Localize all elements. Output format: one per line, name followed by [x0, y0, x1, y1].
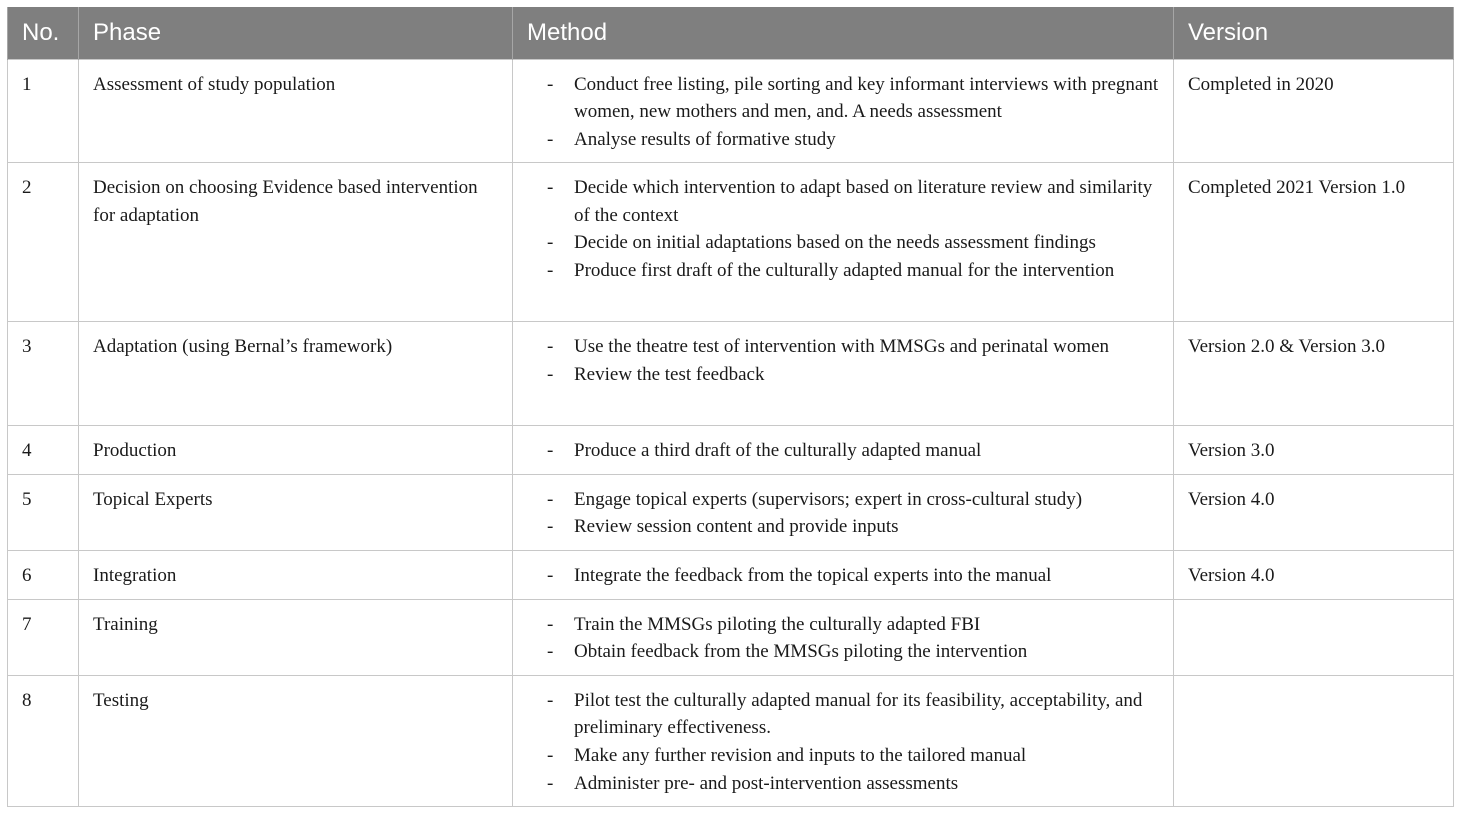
method-list	[527, 611, 1159, 666]
method-text: Decide which intervention to adapt based on literature review and similarity of the context	[574, 177, 1153, 226]
bullet-dash: -	[547, 73, 554, 95]
version-cell: Version 2.0 & Version 3.0	[1174, 322, 1454, 426]
bullet-dash: -	[547, 232, 554, 254]
method-item	[527, 611, 1159, 639]
bullet-dash: -	[547, 565, 554, 587]
row-number: 5	[8, 474, 79, 550]
bullet-dash: -	[547, 689, 554, 711]
phase-cell: Testing	[79, 675, 513, 806]
method-item	[527, 361, 1159, 389]
bullet-dash: -	[547, 177, 554, 199]
row-number: 1	[8, 59, 79, 163]
method-item	[527, 742, 1159, 770]
method-text: Use the theatre test of intervention with MMSGs and perinatal women	[574, 336, 1110, 358]
version-cell	[1174, 599, 1454, 675]
method-item	[527, 174, 1159, 229]
method-item	[527, 126, 1159, 154]
row-number: 7	[8, 599, 79, 675]
table-row	[8, 551, 1454, 600]
phase-cell: Integration	[79, 551, 513, 600]
method-item	[527, 486, 1159, 514]
method-cell	[513, 322, 1174, 426]
table-row	[8, 322, 1454, 426]
method-text: Analyse results of formative study	[574, 128, 836, 150]
method-text: Produce a third draft of the culturally adapted manual	[574, 440, 982, 462]
method-text: Pilot test the culturally adapted manual for its feasibility, acceptability, and preliminary effectiveness.	[574, 689, 1143, 739]
method-cell	[513, 474, 1174, 550]
method-text: Produce first draft of the culturally adapted manual for the intervention	[574, 260, 1115, 282]
method-text: Make any further revision and inputs to the tailored manual	[574, 745, 1027, 767]
method-text: Review session content and provide inputs	[574, 516, 899, 538]
version-cell	[1174, 675, 1454, 806]
table-row	[8, 675, 1454, 806]
row-number: 3	[8, 322, 79, 426]
row-number: 2	[8, 163, 79, 322]
method-text: Engage topical experts (supervisors; expert in cross-cultural study)	[574, 488, 1083, 510]
table-row	[8, 426, 1454, 475]
table-row	[8, 163, 1454, 322]
header-row	[8, 7, 1454, 59]
bullet-dash: -	[547, 613, 554, 635]
version-cell: Version 3.0	[1174, 426, 1454, 475]
method-cell	[513, 163, 1174, 322]
method-item	[527, 71, 1159, 126]
method-item	[527, 638, 1159, 666]
method-list	[527, 174, 1159, 284]
method-cell	[513, 675, 1174, 806]
method-item	[527, 770, 1159, 798]
bullet-dash: -	[547, 516, 554, 538]
method-item	[527, 333, 1159, 361]
bullet-dash: -	[547, 363, 554, 385]
phase-cell: Production	[79, 426, 513, 475]
version-cell: Version 4.0	[1174, 551, 1454, 600]
method-item	[527, 257, 1159, 285]
method-list	[527, 486, 1159, 541]
method-cell	[513, 551, 1174, 600]
version-cell: Version 4.0	[1174, 474, 1454, 550]
bullet-dash: -	[547, 260, 554, 282]
row-number: 6	[8, 551, 79, 600]
method-text: Conduct free listing, pile sorting and key informant interviews with pregnant women, new mothers and men, and. A needs assessment	[574, 73, 1159, 123]
bullet-dash: -	[547, 772, 554, 794]
method-cell	[513, 599, 1174, 675]
table-row	[8, 474, 1454, 550]
method-item	[527, 513, 1159, 541]
method-item	[527, 437, 1159, 465]
bullet-dash: -	[547, 440, 554, 462]
method-list	[527, 687, 1159, 797]
header-no: No.	[8, 7, 79, 59]
method-item	[527, 687, 1159, 742]
method-text: Administer pre- and post-intervention assessments	[574, 772, 959, 794]
method-list	[527, 71, 1159, 154]
row-number: 8	[8, 675, 79, 806]
method-item	[527, 562, 1159, 590]
bullet-dash: -	[547, 128, 554, 150]
method-list	[527, 333, 1159, 388]
method-cell	[513, 426, 1174, 475]
header-method: Method	[513, 7, 1174, 59]
bullet-dash: -	[547, 641, 554, 663]
phases-table-container	[7, 7, 1453, 807]
version-cell: Completed 2021 Version 1.0	[1174, 163, 1454, 322]
phase-cell: Assessment of study population	[79, 59, 513, 163]
table-header	[8, 7, 1454, 59]
phase-cell: Topical Experts	[79, 474, 513, 550]
header-version: Version	[1174, 7, 1454, 59]
version-cell: Completed in 2020	[1174, 59, 1454, 163]
method-text: Review the test feedback	[574, 363, 765, 385]
table-row	[8, 599, 1454, 675]
table-body	[8, 59, 1454, 807]
phase-cell: Adaptation (using Bernal’s framework)	[79, 322, 513, 426]
phases-table	[7, 7, 1454, 807]
method-text: Train the MMSGs piloting the culturally adapted FBI	[574, 613, 981, 635]
bullet-dash: -	[547, 745, 554, 767]
method-text: Obtain feedback from the MMSGs piloting the intervention	[574, 641, 1028, 663]
phase-cell: Training	[79, 599, 513, 675]
method-list	[527, 437, 1159, 465]
phase-cell: Decision on choosing Evidence based intervention for adaptation	[79, 163, 513, 322]
row-number: 4	[8, 426, 79, 475]
header-phase: Phase	[79, 7, 513, 59]
method-text: Decide on initial adaptations based on the needs assessment findings	[574, 232, 1096, 254]
bullet-dash: -	[547, 336, 554, 358]
method-list	[527, 562, 1159, 590]
method-cell	[513, 59, 1174, 163]
method-text: Integrate the feedback from the topical experts into the manual	[574, 565, 1052, 587]
table-row	[8, 59, 1454, 163]
method-item	[527, 229, 1159, 257]
bullet-dash: -	[547, 488, 554, 510]
